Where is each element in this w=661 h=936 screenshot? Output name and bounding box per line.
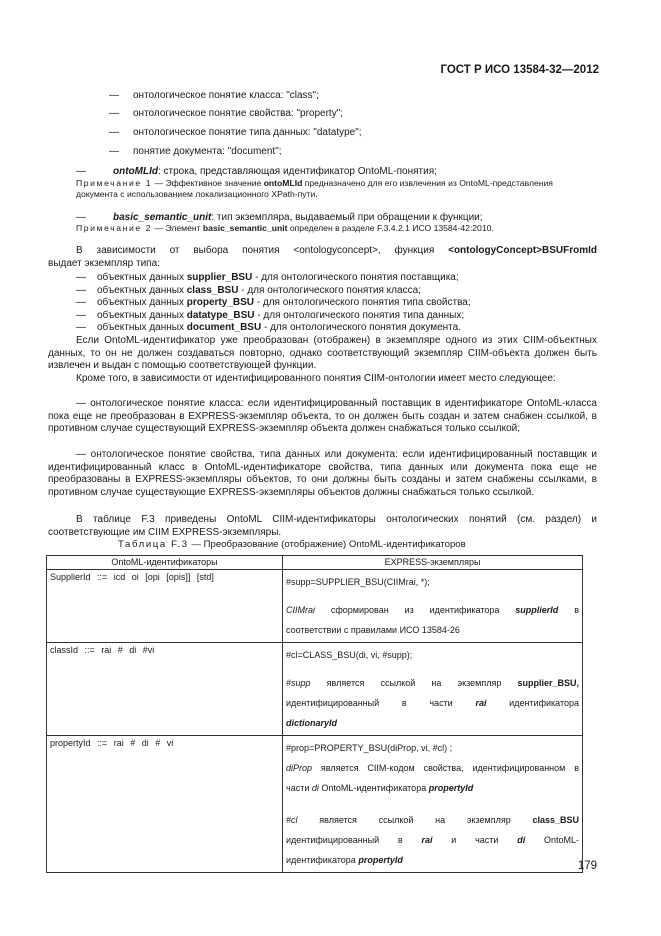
table-row [47, 570, 583, 643]
list-item: — объектных данных class_BSU - для онтологического понятия класса; [76, 284, 421, 296]
list-item: — объектных данных document_BSU - для онтологического понятия документа. [76, 322, 461, 334]
paragraph: В таблице F.3 приведены OntoML CIIM-идентификаторы онтологических понятий (см. раздел) и соответствующие им CIIM EXPRESS-экземпляры. [48, 514, 597, 538]
paragraph: — онтологическое понятие класса: если идентифицированный поставщик в идентификаторе OntoML-класса пока еще не преобразован в EXPRESS-экземпляр объекта, то он должен быть создан и затем снабжен ссылкой, в противном случае существующий EXPRESS-экземпляр объекта должен снабжаться только ссылкой; [48, 398, 597, 435]
bsu-list [76, 272, 471, 335]
list-item: — объектных данных property_BSU - для онтологического понятия типа свойства; [76, 297, 471, 309]
list-item: — объектных данных datatype_BSU - для онтологического понятия типа данных; [76, 309, 465, 321]
ontomlid-item: — ontoMLId: строка, представляющая идентификатор OntoML-понятия; [76, 166, 437, 177]
table-cell: classId ::= rai # di #vi [47, 643, 283, 736]
mapping-table [46, 555, 583, 873]
note-2: Примечание 2 — Элемент basic_semantic_unit определен в разделе F.3.4.2.1 ИСО 13584-42:2010. [76, 223, 494, 233]
list-item: — онтологическое понятие класса: "class"; [109, 90, 319, 101]
column-header: OntoML-идентификаторы [47, 556, 283, 570]
paragraph: Если OntoML-идентификатор уже преобразован (отображен) в экземпляре одного из этих CIIM-объектных данных, то он не должен создаваться повторно, однако соответствующий экземпляр CIIM-объекта должен быть извлечен и выдан с помощью соответствующей функции. [48, 335, 597, 372]
paragraph: — онтологическое понятие свойства, типа данных или документа: если идентифицированный поставщик и идентифицированный класс в OntoML-идентификаторе свойства, типа данных или документа пока еще не преобразованы в EXPRESS-экземпляры объектов, то они должны быть созданы и затем снабжены ссылками, в противном случае существующие EXPRESS-экземпляры объектов должны снабжаться только ссылкой. [48, 449, 597, 498]
table-cell: SupplierId ::= icd oi [opi [opis]] [std] [47, 570, 283, 643]
table-cell: #supp=SUPPLIER_BSU(CIIMrai, *); CIIMrai сформирован из идентификатора supplierId в соответствии с правилами ИСО 13584-26 [283, 570, 583, 643]
table-caption: Таблица F.3 — Преобразование (отображение) OntoML-идентификаторов [118, 539, 466, 550]
paragraph: выдает экземпляр типа: [48, 258, 160, 269]
table-row [47, 643, 583, 736]
note-1: Примечание 1 — Эффективное значение ontoMLId предназначено для его извлечения из OntoML-представления документа с использованием локализационного XPath-пути. [76, 178, 553, 199]
list-item: — онтологическое понятие типа данных: "datatype"; [109, 127, 362, 138]
paragraph: Кроме того, в зависимости от идентифицированного понятия CIIM-онтологии имеет место следующее: [76, 373, 556, 384]
table-header-row [47, 556, 583, 570]
column-header: EXPRESS-экземпляры [283, 556, 583, 570]
list-item: — объектных данных supplier_BSU - для онтологического понятия поставщика; [76, 272, 459, 283]
list-item: — понятие документа: "document"; [109, 146, 282, 157]
bsu-item: — basic_semantic_unit: тип экземпляра, выдаваемый при обращении к функции; [76, 212, 483, 223]
paragraph: В зависимости от выбора понятия <ontologyconcept>, функция <ontologyConcept>BSUFromId [76, 245, 598, 256]
list-item: — онтологическое понятие свойства: "property"; [109, 108, 344, 119]
standard-header: ГОСТ Р ИСО 13584-32—2012 [440, 64, 599, 76]
table-cell: #cl=CLASS_BSU(di, vi, #supp); #supp является ссылкой на экземпляр supplier_BSU, идентифицированный в части rai идентификатора dictionaryId [283, 643, 583, 736]
table-row [47, 736, 583, 873]
table-cell: propertyId ::= rai # di # vi [47, 736, 283, 873]
page-number: 179 [577, 860, 597, 872]
table-cell: #prop=PROPERTY_BSU(diProp, vi, #cl) ; diProp является CIIM-кодом свойства, идентифицированном в части di OntoML-идентификатора propertyId #cl является ссылкой на экземпляр class_BSU идентифицированный в rai и части di OntoML- идентификатора propertyId [283, 736, 583, 873]
